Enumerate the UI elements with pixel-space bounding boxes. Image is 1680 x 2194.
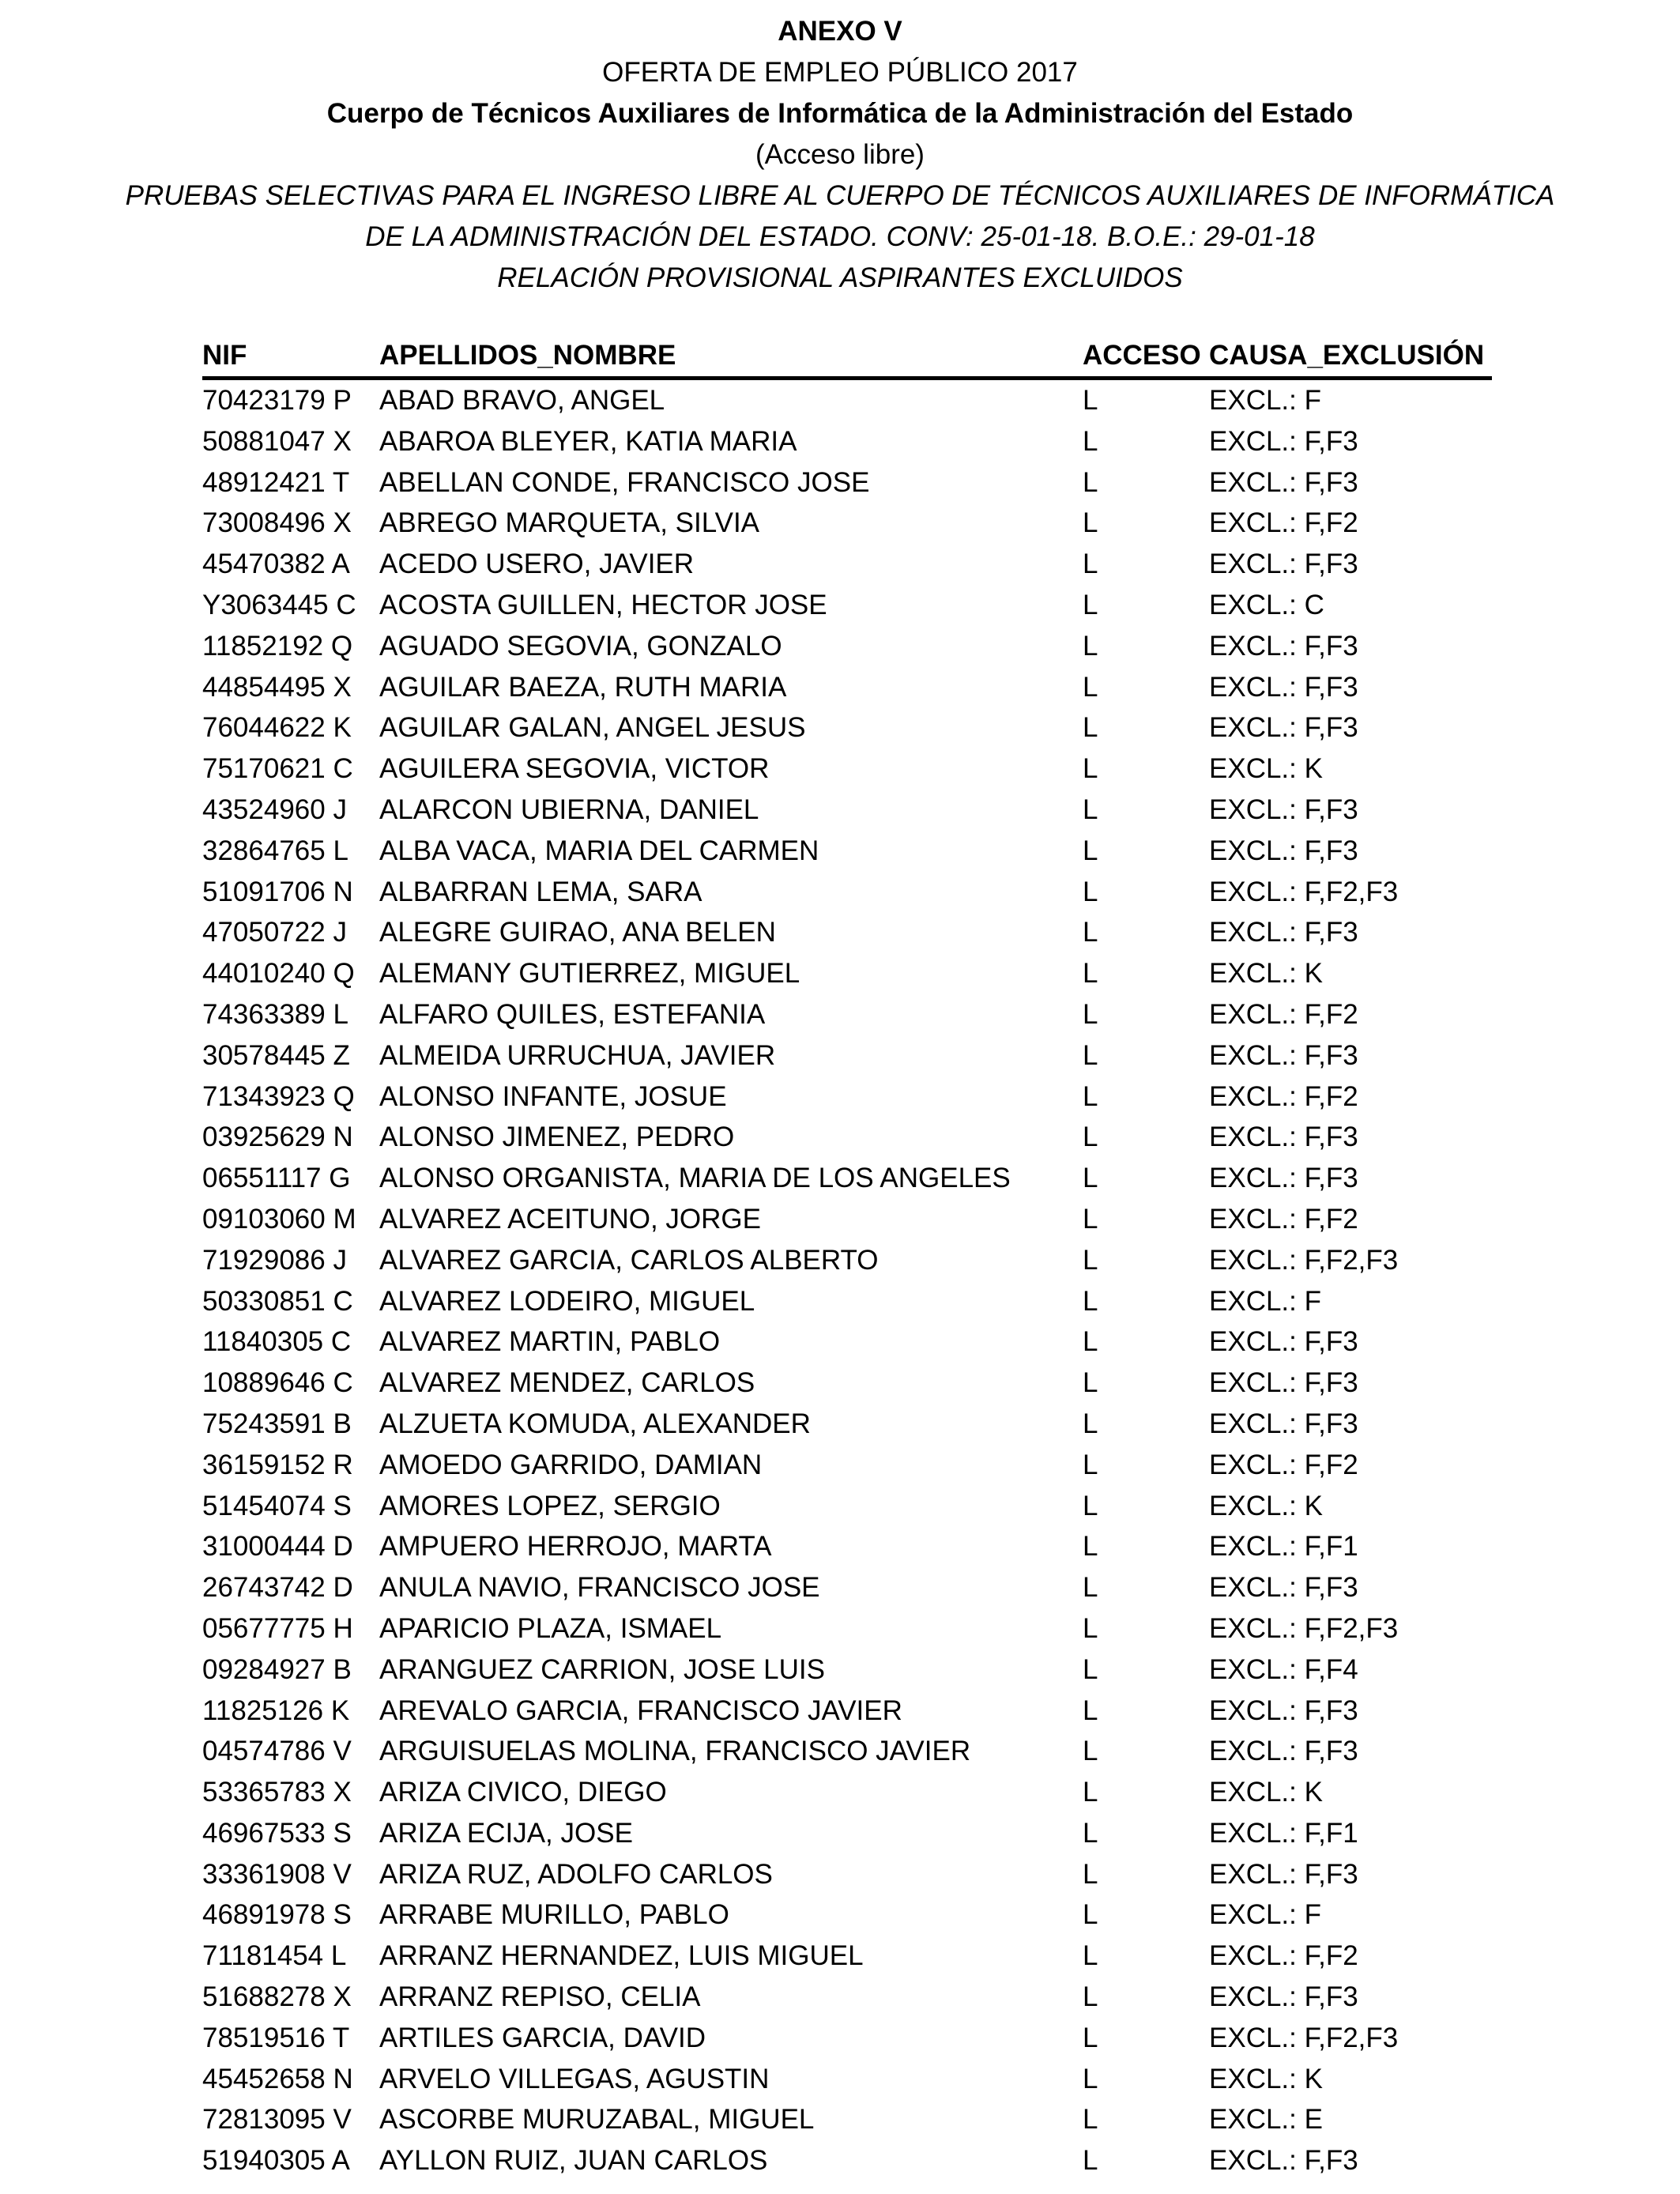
cell-name: AREVALO GARCIA, FRANCISCO JAVIER <box>379 1695 902 1726</box>
cell-cause: EXCL.: F <box>1209 1285 1321 1317</box>
cell-cause: EXCL.: F,F2,F3 <box>1209 2022 1399 2053</box>
table-row <box>202 1486 1492 1527</box>
cell-access: L <box>1083 1612 1098 1644</box>
cell-cause: EXCL.: F,F2 <box>1209 998 1358 1030</box>
table-row <box>202 1608 1492 1649</box>
cell-nif: 47050722 J <box>202 917 347 948</box>
table-row <box>202 1076 1492 1118</box>
cell-access: L <box>1083 385 1098 416</box>
cell-name: ABELLAN CONDE, FRANCISCO JOSE <box>379 466 870 498</box>
cell-name: ALEGRE GUIRAO, ANA BELEN <box>379 917 776 948</box>
cell-name: APARICIO PLAZA, ISMAEL <box>379 1612 722 1644</box>
cell-access: L <box>1083 1449 1098 1480</box>
table-row <box>202 585 1492 626</box>
table-row <box>202 1691 1492 1732</box>
cell-cause: EXCL.: K <box>1209 2063 1323 2094</box>
cell-name: ACOSTA GUILLEN, HECTOR JOSE <box>379 589 827 620</box>
cell-cause: EXCL.: F,F3 <box>1209 671 1358 703</box>
cell-access: L <box>1083 917 1098 948</box>
table-row <box>202 1117 1492 1158</box>
cell-nif: 75170621 C <box>202 753 353 785</box>
cell-nif: 78519516 T <box>202 2022 350 2053</box>
table-row <box>202 626 1492 667</box>
cell-nif: 44854495 X <box>202 671 352 703</box>
cell-nif: 73008496 X <box>202 507 352 539</box>
cell-access: L <box>1083 1940 1098 1972</box>
cell-nif: 04574786 V <box>202 1736 352 1767</box>
cell-name: ALONSO ORGANISTA, MARIA DE LOS ANGELES <box>379 1163 1011 1194</box>
table-row <box>202 1199 1492 1240</box>
cell-nif: 32864765 L <box>202 835 348 866</box>
cell-access: L <box>1083 507 1098 539</box>
cell-nif: 46891978 S <box>202 1899 352 1931</box>
cell-name: ARTILES GARCIA, DAVID <box>379 2022 706 2053</box>
exam-description-line1: PRUEBAS SELECTIVAS PARA EL INGRESO LIBRE AL CUERPO DE TÉCNICOS AUXILIARES DE INFORMÁTICA <box>125 180 1555 211</box>
cell-access: L <box>1083 2063 1098 2094</box>
cell-access: L <box>1083 753 1098 785</box>
cell-cause: EXCL.: F,F3 <box>1209 1367 1358 1399</box>
cell-access: L <box>1083 2104 1098 2136</box>
cell-name: AGUILAR BAEZA, RUTH MARIA <box>379 671 787 703</box>
cell-cause: EXCL.: F,F3 <box>1209 1695 1358 1726</box>
cell-cause: EXCL.: F,F3 <box>1209 1572 1358 1604</box>
annex-title: ANEXO V <box>778 16 902 47</box>
table-row <box>202 1731 1492 1772</box>
cell-access: L <box>1083 1817 1098 1849</box>
cell-name: AGUILERA SEGOVIA, VICTOR <box>379 753 770 785</box>
cell-cause: EXCL.: F,F3 <box>1209 466 1358 498</box>
cell-nif: 72813095 V <box>202 2104 352 2136</box>
cell-name: ABREGO MARQUETA, SILVIA <box>379 507 760 539</box>
cell-access: L <box>1083 1122 1098 1153</box>
cell-cause: EXCL.: F,F3 <box>1209 548 1358 580</box>
table-row <box>202 707 1492 748</box>
table-row <box>202 1526 1492 1567</box>
cell-access: L <box>1083 1326 1098 1358</box>
cell-name: ARIZA CIVICO, DIEGO <box>379 1777 667 1808</box>
cell-access: L <box>1083 1203 1098 1235</box>
table-row <box>202 790 1492 831</box>
table-row <box>202 2140 1492 2181</box>
table-row <box>202 1854 1492 1895</box>
cell-nif: 50881047 X <box>202 425 352 457</box>
cell-access: L <box>1083 589 1098 620</box>
cell-cause: EXCL.: F,F3 <box>1209 917 1358 948</box>
cell-name: ARRABE MURILLO, PABLO <box>379 1899 729 1931</box>
cell-cause: EXCL.: K <box>1209 958 1323 990</box>
cell-cause: EXCL.: F,F2,F3 <box>1209 1244 1399 1276</box>
cell-access: L <box>1083 1080 1098 1112</box>
cell-name: ARIZA ECIJA, JOSE <box>379 1817 633 1849</box>
cell-nif: 74363389 L <box>202 998 348 1030</box>
cell-access: L <box>1083 548 1098 580</box>
cell-access: L <box>1083 1899 1098 1931</box>
cell-cause: EXCL.: F,F3 <box>1209 1736 1358 1767</box>
body-title: Cuerpo de Técnicos Auxiliares de Informática de la Administración del Estado <box>326 98 1354 129</box>
cell-cause: EXCL.: F,F2,F3 <box>1209 1612 1399 1644</box>
cell-nif: 51940305 A <box>202 2145 350 2177</box>
table-row <box>202 1813 1492 1854</box>
cell-access: L <box>1083 1490 1098 1521</box>
cell-nif: 11840305 C <box>202 1326 352 1358</box>
cell-nif: 71929086 J <box>202 1244 347 1276</box>
cell-nif: 53365783 X <box>202 1777 352 1808</box>
cell-name: ALFARO QUILES, ESTEFANIA <box>379 998 766 1030</box>
cell-access: L <box>1083 425 1098 457</box>
cell-access: L <box>1083 835 1098 866</box>
cell-cause: EXCL.: K <box>1209 753 1323 785</box>
cell-access: L <box>1083 1039 1098 1071</box>
cell-cause: EXCL.: F,F3 <box>1209 794 1358 825</box>
cell-access: L <box>1083 1531 1098 1563</box>
cell-nif: 09103060 M <box>202 1203 356 1235</box>
cell-nif: 71343923 Q <box>202 1080 355 1112</box>
cell-nif: 06551117 G <box>202 1163 351 1194</box>
cell-name: ARIZA RUZ, ADOLFO CARLOS <box>379 1858 773 1890</box>
cell-name: ARGUISUELAS MOLINA, FRANCISCO JAVIER <box>379 1736 971 1767</box>
column-header-name: APELLIDOS_NOMBRE <box>379 340 676 371</box>
cell-access: L <box>1083 630 1098 662</box>
cell-access: L <box>1083 794 1098 825</box>
cell-cause: EXCL.: F,F3 <box>1209 1858 1358 1890</box>
cell-nif: 26743742 D <box>202 1572 353 1604</box>
cell-cause: EXCL.: F,F2 <box>1209 1080 1358 1112</box>
offer-title: OFERTA DE EMPLEO PÚBLICO 2017 <box>602 57 1078 88</box>
cell-name: ARRANZ REPISO, CELIA <box>379 1981 701 2013</box>
table-row <box>202 1649 1492 1691</box>
cell-nif: 76044622 K <box>202 712 352 744</box>
cell-nif: 09284927 B <box>202 1653 352 1685</box>
column-header-nif: NIF <box>202 340 247 371</box>
cell-access: L <box>1083 958 1098 990</box>
table-row <box>202 953 1492 994</box>
table-row <box>202 667 1492 708</box>
cell-name: AMPUERO HERROJO, MARTA <box>379 1531 772 1563</box>
table-row <box>202 1363 1492 1404</box>
cell-access: L <box>1083 671 1098 703</box>
cell-access: L <box>1083 998 1098 1030</box>
cell-name: ALMEIDA URRUCHUA, JAVIER <box>379 1039 776 1071</box>
table-row <box>202 1567 1492 1608</box>
cell-cause: EXCL.: K <box>1209 1777 1323 1808</box>
table-row <box>202 503 1492 544</box>
cell-nif: 11825126 K <box>202 1695 350 1726</box>
cell-nif: 51091706 N <box>202 876 353 907</box>
cell-cause: EXCL.: F,F3 <box>1209 425 1358 457</box>
cell-access: L <box>1083 1858 1098 1890</box>
exam-description-line2: DE LA ADMINISTRACIÓN DEL ESTADO. CONV: 25-01-18. B.O.E.: 29-01-18 <box>365 221 1315 252</box>
table-header-row <box>202 335 1492 380</box>
cell-access: L <box>1083 1285 1098 1317</box>
cell-cause: EXCL.: F,F3 <box>1209 630 1358 662</box>
cell-nif: 51454074 S <box>202 1490 352 1521</box>
cell-access: L <box>1083 1408 1098 1439</box>
cell-name: ALARCON UBIERNA, DANIEL <box>379 794 759 825</box>
column-header-cause: CAUSA_EXCLUSIÓN <box>1209 340 1485 371</box>
cell-nif: 31000444 D <box>202 1531 353 1563</box>
cell-access: L <box>1083 1653 1098 1685</box>
cell-cause: EXCL.: F,F3 <box>1209 1326 1358 1358</box>
table-row <box>202 462 1492 503</box>
cell-nif: 05677775 H <box>202 1612 353 1644</box>
cell-access: L <box>1083 712 1098 744</box>
cell-cause: EXCL.: F,F3 <box>1209 1163 1358 1194</box>
cell-name: ALVAREZ GARCIA, CARLOS ALBERTO <box>379 1244 879 1276</box>
cell-cause: EXCL.: F,F2 <box>1209 1940 1358 1972</box>
table-row <box>202 1445 1492 1486</box>
cell-name: ALONSO JIMENEZ, PEDRO <box>379 1122 735 1153</box>
cell-name: AYLLON RUIZ, JUAN CARLOS <box>379 2145 768 2177</box>
table-row <box>202 1404 1492 1445</box>
cell-nif: Y3063445 C <box>202 589 356 620</box>
cell-nif: 75243591 B <box>202 1408 352 1439</box>
cell-access: L <box>1083 1777 1098 1808</box>
cell-nif: 70423179 P <box>202 385 352 416</box>
cell-cause: EXCL.: F,F3 <box>1209 2145 1358 2177</box>
cell-nif: 10889646 C <box>202 1367 353 1399</box>
cell-nif: 45470382 A <box>202 548 350 580</box>
table-row <box>202 872 1492 913</box>
cell-access: L <box>1083 1244 1098 1276</box>
cell-name: ALVAREZ MARTIN, PABLO <box>379 1326 721 1358</box>
cell-access: L <box>1083 466 1098 498</box>
cell-cause: EXCL.: F <box>1209 385 1321 416</box>
table-row <box>202 1035 1492 1076</box>
cell-name: AMORES LOPEZ, SERGIO <box>379 1490 721 1521</box>
cell-access: L <box>1083 2145 1098 2177</box>
cell-nif: 45452658 N <box>202 2063 353 2094</box>
cell-nif: 33361908 V <box>202 1858 352 1890</box>
cell-name: ABAD BRAVO, ANGEL <box>379 385 665 416</box>
cell-nif: 71181454 L <box>202 1940 347 1972</box>
access-type: (Acceso libre) <box>755 139 925 170</box>
table-row <box>202 2018 1492 2059</box>
cell-nif: 36159152 R <box>202 1449 353 1480</box>
cell-cause: EXCL.: F,F3 <box>1209 712 1358 744</box>
cell-name: ARRANZ HERNANDEZ, LUIS MIGUEL <box>379 1940 864 1972</box>
cell-name: ABAROA BLEYER, KATIA MARIA <box>379 425 797 457</box>
cell-name: ALZUETA KOMUDA, ALEXANDER <box>379 1408 811 1439</box>
cell-nif: 03925629 N <box>202 1122 353 1153</box>
cell-name: ANULA NAVIO, FRANCISCO JOSE <box>379 1572 820 1604</box>
table-row <box>202 380 1492 421</box>
cell-name: ARVELO VILLEGAS, AGUSTIN <box>379 2063 770 2094</box>
cell-nif: 30578445 Z <box>202 1039 350 1071</box>
cell-name: ARANGUEZ CARRION, JOSE LUIS <box>379 1653 825 1685</box>
table-row <box>202 1772 1492 1813</box>
cell-cause: EXCL.: F,F2 <box>1209 507 1358 539</box>
list-title: RELACIÓN PROVISIONAL ASPIRANTES EXCLUIDOS <box>497 262 1183 293</box>
cell-name: ALVAREZ LODEIRO, MIGUEL <box>379 1285 755 1317</box>
cell-name: ALONSO INFANTE, JOSUE <box>379 1080 727 1112</box>
document-header <box>0 11 1680 299</box>
cell-nif: 43524960 J <box>202 794 347 825</box>
cell-access: L <box>1083 1736 1098 1767</box>
cell-nif: 11852192 Q <box>202 630 353 662</box>
cell-cause: EXCL.: F,F3 <box>1209 1122 1358 1153</box>
cell-name: AGUADO SEGOVIA, GONZALO <box>379 630 782 662</box>
cell-name: ASCORBE MURUZABAL, MIGUEL <box>379 2104 815 2136</box>
cell-name: ALBA VACA, MARIA DEL CARMEN <box>379 835 819 866</box>
cell-cause: EXCL.: F <box>1209 1899 1321 1931</box>
excluded-applicants-table <box>202 335 1492 2181</box>
table-row <box>202 994 1492 1035</box>
cell-nif: 48912421 T <box>202 466 350 498</box>
cell-name: ALVAREZ MENDEZ, CARLOS <box>379 1367 755 1399</box>
cell-nif: 50330851 C <box>202 1285 353 1317</box>
table-row <box>202 2059 1492 2100</box>
cell-name: AGUILAR GALAN, ANGEL JESUS <box>379 712 806 744</box>
table-row <box>202 1936 1492 1977</box>
table-row <box>202 748 1492 790</box>
cell-cause: EXCL.: E <box>1209 2104 1323 2136</box>
table-row <box>202 912 1492 953</box>
cell-access: L <box>1083 2022 1098 2053</box>
cell-name: ALBARRAN LEMA, SARA <box>379 876 703 907</box>
cell-cause: EXCL.: F,F3 <box>1209 1039 1358 1071</box>
table-row <box>202 1894 1492 1936</box>
cell-cause: EXCL.: K <box>1209 1490 1323 1521</box>
cell-cause: EXCL.: F,F3 <box>1209 1981 1358 2013</box>
table-row <box>202 1240 1492 1281</box>
cell-nif: 51688278 X <box>202 1981 352 2013</box>
cell-cause: EXCL.: F,F4 <box>1209 1653 1358 1685</box>
cell-nif: 46967533 S <box>202 1817 352 1849</box>
table-row <box>202 421 1492 462</box>
cell-name: AMOEDO GARRIDO, DAMIAN <box>379 1449 763 1480</box>
cell-name: ALVAREZ ACEITUNO, JORGE <box>379 1203 761 1235</box>
table-row <box>202 1158 1492 1199</box>
table-body <box>202 380 1492 2181</box>
table-row <box>202 544 1492 585</box>
table-row <box>202 1321 1492 1363</box>
cell-access: L <box>1083 1367 1098 1399</box>
cell-access: L <box>1083 1695 1098 1726</box>
cell-access: L <box>1083 1572 1098 1604</box>
cell-cause: EXCL.: C <box>1209 589 1324 620</box>
cell-cause: EXCL.: F,F1 <box>1209 1817 1358 1849</box>
cell-nif: 44010240 Q <box>202 958 355 990</box>
cell-access: L <box>1083 1163 1098 1194</box>
table-row <box>202 831 1492 872</box>
cell-access: L <box>1083 876 1098 907</box>
cell-cause: EXCL.: F,F3 <box>1209 835 1358 866</box>
column-header-access: ACCESO <box>1083 340 1201 371</box>
table-row <box>202 1977 1492 2018</box>
cell-cause: EXCL.: F,F2 <box>1209 1449 1358 1480</box>
table-row <box>202 2099 1492 2140</box>
table-row <box>202 1281 1492 1322</box>
cell-name: ACEDO USERO, JAVIER <box>379 548 695 580</box>
cell-cause: EXCL.: F,F2 <box>1209 1203 1358 1235</box>
cell-cause: EXCL.: F,F3 <box>1209 1408 1358 1439</box>
cell-cause: EXCL.: F,F2,F3 <box>1209 876 1399 907</box>
cell-cause: EXCL.: F,F1 <box>1209 1531 1358 1563</box>
cell-name: ALEMANY GUTIERREZ, MIGUEL <box>379 958 800 990</box>
cell-access: L <box>1083 1981 1098 2013</box>
